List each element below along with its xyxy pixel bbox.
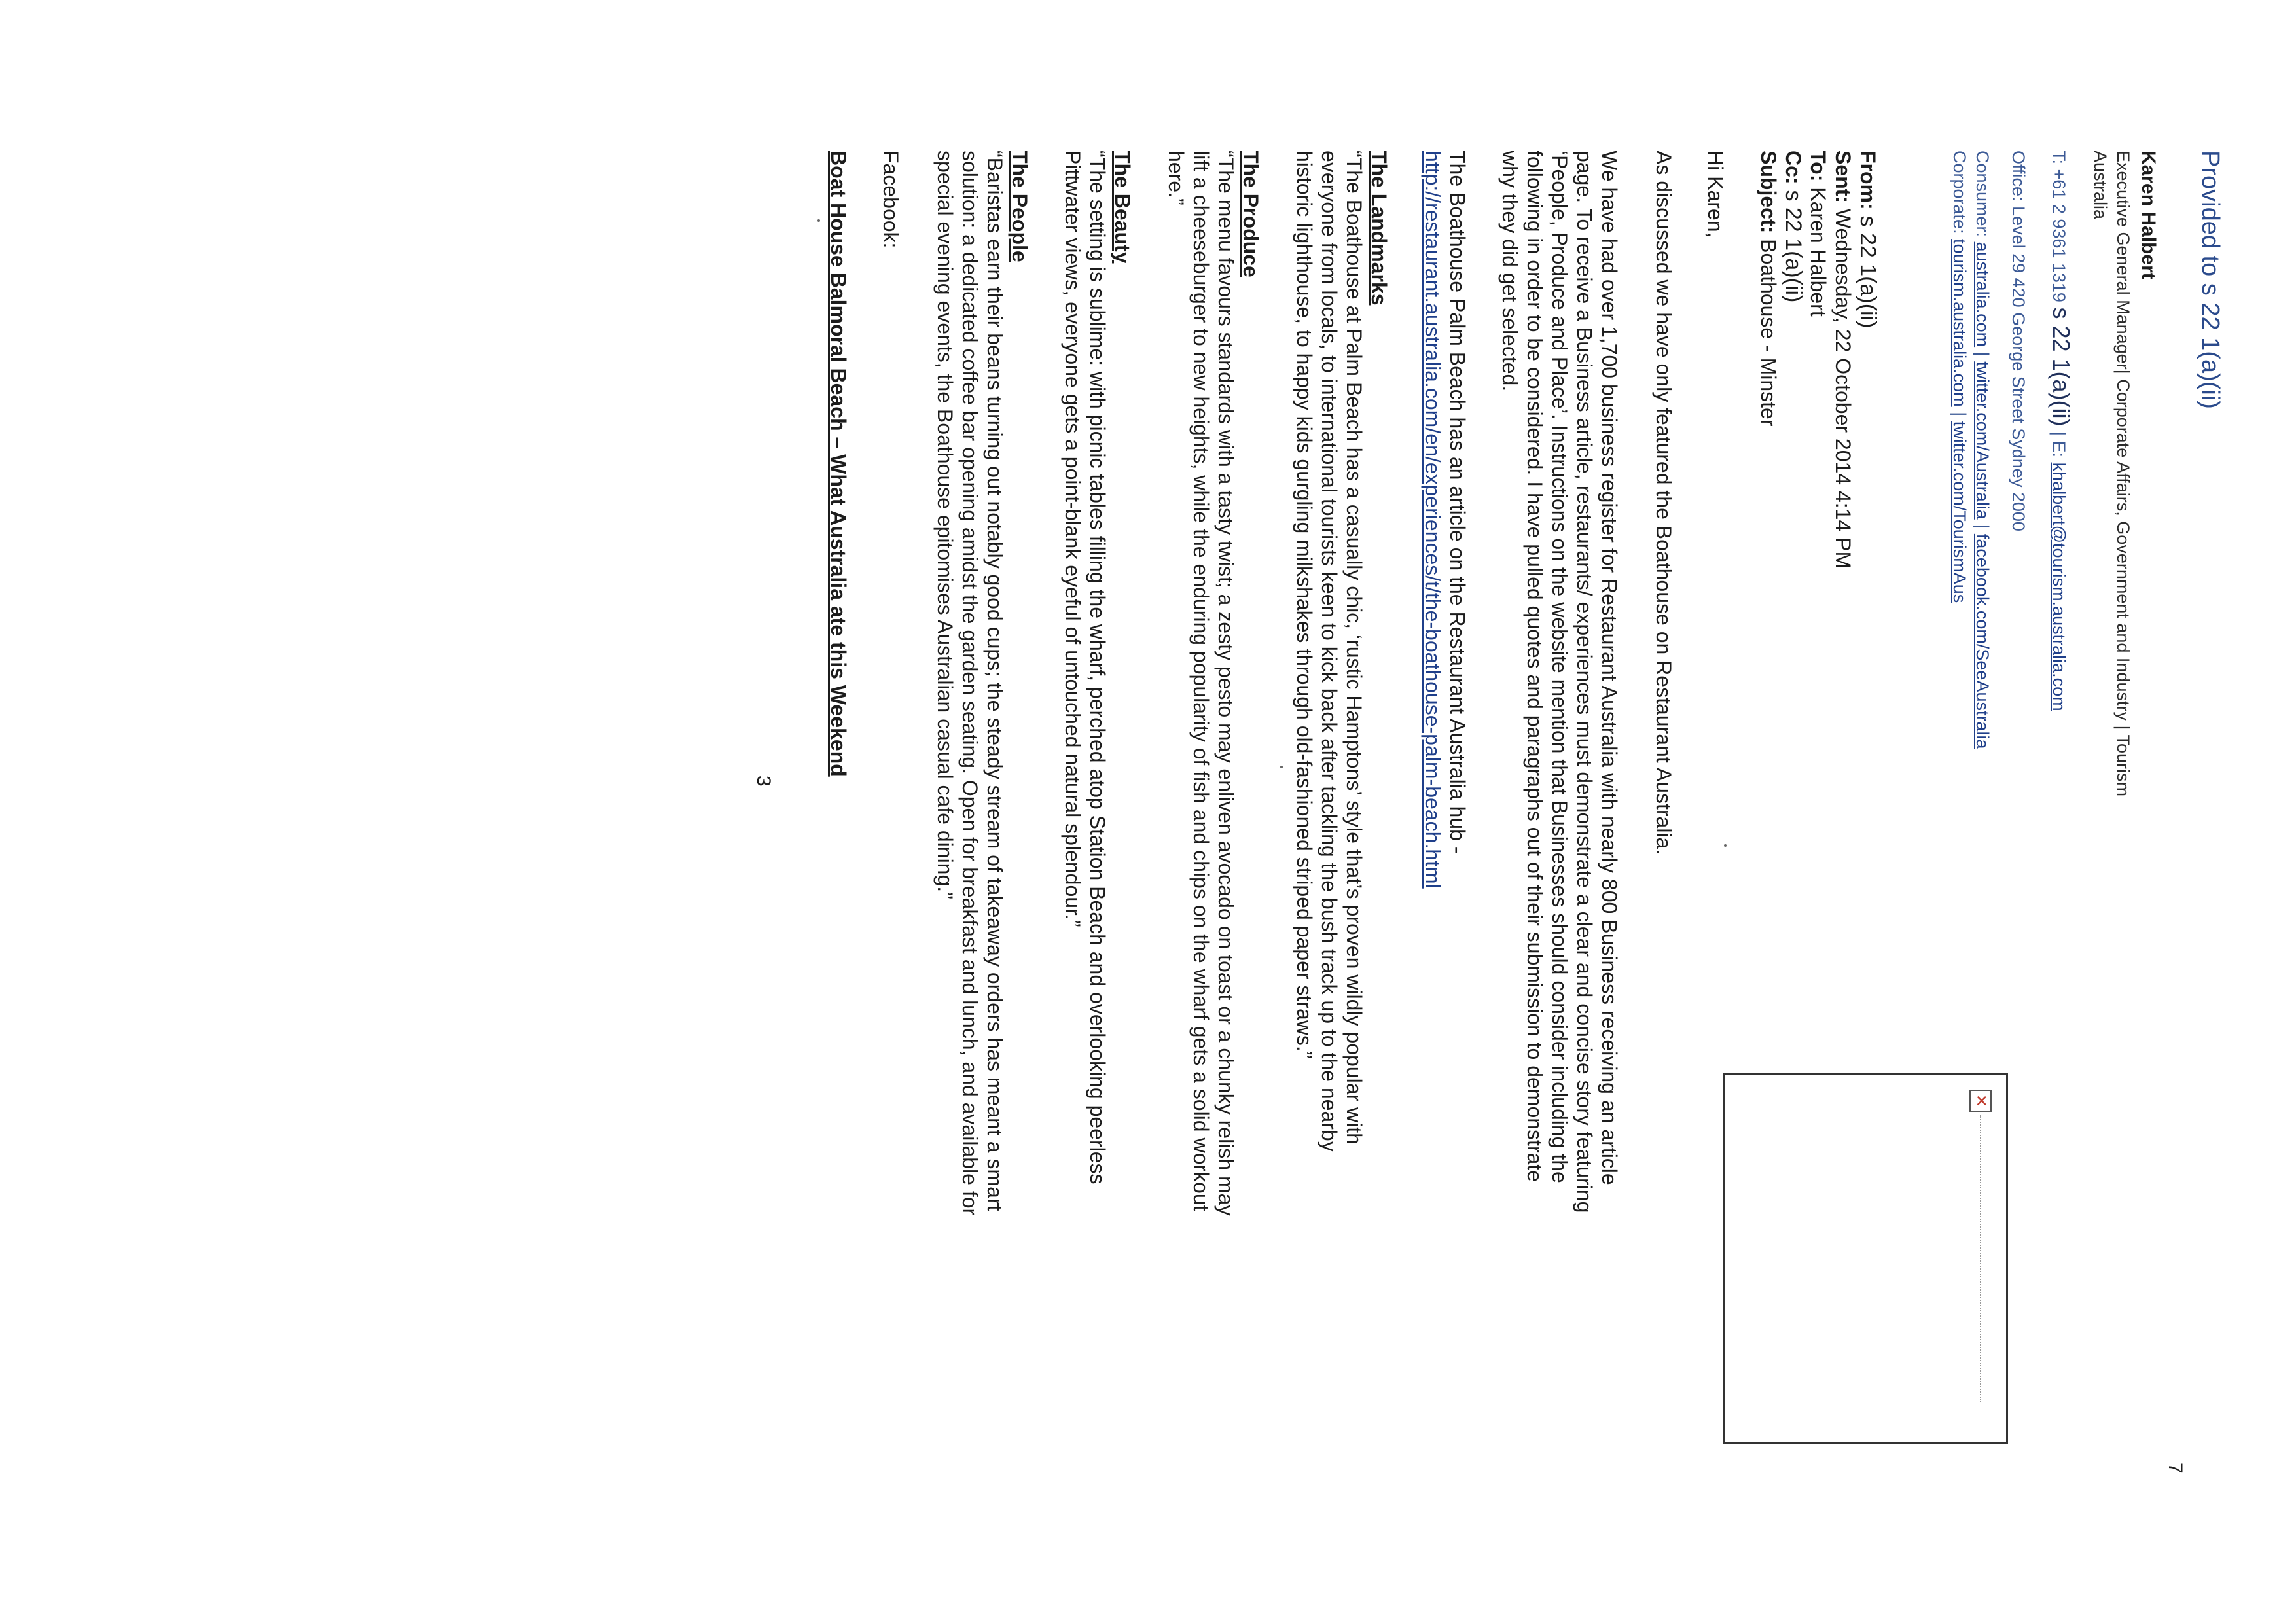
separator: |: [1950, 412, 1969, 417]
quote-line: here.”: [1164, 151, 1188, 205]
subject-value: Boathouse - Minster: [1757, 239, 1780, 427]
signature-phone-line: [2047, 151, 2073, 711]
from-value: s 22 1(a)(ii): [1856, 215, 1880, 329]
top-right-page-number: 7: [2164, 1463, 2186, 1474]
to-value: Karen Halbert: [1806, 187, 1830, 317]
separator: |: [1973, 524, 1992, 529]
signature-email-link[interactable]: khalbert@tourism.australia.com: [2049, 462, 2069, 711]
quote-line: Pittwater views, everyone gets a point-blank eyeful of untouched natural splendour.”: [1061, 151, 1085, 927]
separator: |: [1973, 351, 1992, 357]
paragraph-line: page. To receive a Business article, restaurants/ experiences must demonstrate a clear and concise story featuring: [1573, 151, 1596, 1213]
section-heading-produce: The Produce: [1239, 151, 1263, 277]
scan-speck: [1724, 844, 1727, 847]
greeting: Hi Karen,: [1704, 151, 1727, 238]
hub-article-line: [1420, 151, 1445, 889]
facebook-label: Facebook:: [879, 151, 903, 249]
section-heading-people: The People: [1008, 151, 1031, 262]
footer-page-number: 3: [753, 776, 774, 787]
image-caption-dotted-line: [1980, 1115, 1981, 1402]
cc-label: Cc:: [1782, 151, 1805, 185]
consumer-link-australia[interactable]: australia.com: [1973, 241, 1992, 348]
quote-line: lift a cheeseburger to new heights, while the enduring popularity of fish and chips on the wharf gets a solid workout: [1189, 151, 1213, 1211]
paragraph-intro: As discussed we have only featured the Boathouse on Restaurant Australia.: [1652, 151, 1676, 855]
consumer-label: Consumer:: [1973, 151, 1992, 238]
embedded-image-placeholder: [1723, 1073, 2008, 1444]
cc-value: s 22 1(a)(ii): [1781, 190, 1806, 303]
to-label: To:: [1806, 151, 1830, 182]
quote-line: “Baristas earn their beans turning out notably good cups; the steady stream of takeaway orders has meant a smart: [983, 151, 1007, 1211]
email-prefix: | E:: [2049, 431, 2069, 458]
signature-title-cont: Australia: [2090, 151, 2110, 220]
corporate-link-tourism[interactable]: tourism.australia.com: [1950, 239, 1969, 407]
provided-to-stamp: Provided to s 22 1(a)(ii): [2197, 151, 2224, 409]
paragraph-line: We have had over 1,700 business register for Restaurant Australia with nearly 800 Business receiving an article: [1598, 151, 1621, 1185]
quote-line: special evening events, the Boathouse epitomises Australian casual cafe dining.”: [933, 151, 957, 899]
hub-article-text: The Boathouse Palm Beach has an article on the Restaurant Australia hub -: [1446, 151, 1469, 854]
signature-title: Executive General Manager| Corporate Affairs, Government and Industry | Tourism: [2113, 151, 2133, 797]
paragraph-line: why they did get selected.: [1498, 151, 1522, 392]
quote-line: everyone from locals, to international tourists keen to kick back after tackling the bush track up to the nearby: [1318, 151, 1341, 1152]
signature-office: Office: Level 29 420 George Street Sydney 2000: [2009, 151, 2028, 531]
signature-corporate-line: [1947, 151, 1972, 603]
email-header-from: [1856, 151, 1880, 328]
paragraph-line: ‘People, Produce and Place’. Instructions on the website mention that Businesses should consider including the: [1548, 151, 1571, 1183]
scan-speck: [1280, 766, 1283, 768]
consumer-link-facebook[interactable]: facebook.com/SeeAustralia: [1973, 533, 1992, 749]
section-heading-beauty: The Beauty: [1111, 151, 1134, 264]
email-header-subject: [1756, 151, 1781, 426]
phone-number: T: +61 2 9361 1319: [2049, 151, 2069, 302]
consumer-link-twitter[interactable]: twitter.com/Australia: [1973, 361, 1992, 520]
quote-line: historic lighthouse, to happy kids gurgling milkshakes through old-fashioned striped paper straws.”: [1293, 151, 1316, 1059]
closing-heading: Boat House Balmoral Beach – What Australia ate this Weekend: [827, 151, 850, 777]
corporate-label: Corporate:: [1950, 151, 1969, 234]
scan-speck: [817, 219, 820, 222]
email-header-sent: [1831, 151, 1856, 569]
signature-consumer-line: [1970, 151, 1995, 749]
sent-label: Sent:: [1831, 151, 1855, 203]
email-header-to: [1806, 151, 1831, 317]
phone-redaction: s 22 1(a)(ii): [2048, 307, 2075, 427]
paragraph-line: following in order to be considered. I have pulled quotes and paragraphs out of their submission to demonstrate: [1523, 151, 1547, 1183]
quote-line: “The menu favours standards with a tasty twist; a zesty pesto may enliven avocado on toast or a chunky relish may: [1214, 151, 1238, 1216]
signature-name: Karen Halbert: [2138, 151, 2159, 279]
broken-image-icon: ✕: [1969, 1090, 1992, 1112]
section-heading-landmarks: The Landmarks: [1367, 151, 1391, 306]
email-header-cc: [1781, 151, 1806, 302]
from-label: From:: [1856, 151, 1880, 210]
sent-value: Wednesday, 22 October 2014 4:14 PM: [1831, 208, 1855, 569]
subject-label: Subject:: [1757, 151, 1780, 234]
quote-line: solution: a dedicated coffee bar opening amidst the garden seating. Open for breakfast and lunch, and available for: [958, 151, 982, 1216]
corporate-link-twitter[interactable]: twitter.com/TourismAus: [1950, 421, 1969, 603]
quote-line: “The Boathouse at Palm Beach has a casually chic, ‘rustic Hamptons’ style that’s proven wildly popular with: [1342, 151, 1366, 1145]
quote-line: “The setting is sublime: with picnic tables filling the wharf, perched atop Station Beach and overlooking peerless: [1086, 151, 1109, 1185]
boathouse-article-link[interactable]: http://restaurant.australia.com/en/experiences/t/the-boathouse-palm-beach.html: [1421, 151, 1444, 889]
